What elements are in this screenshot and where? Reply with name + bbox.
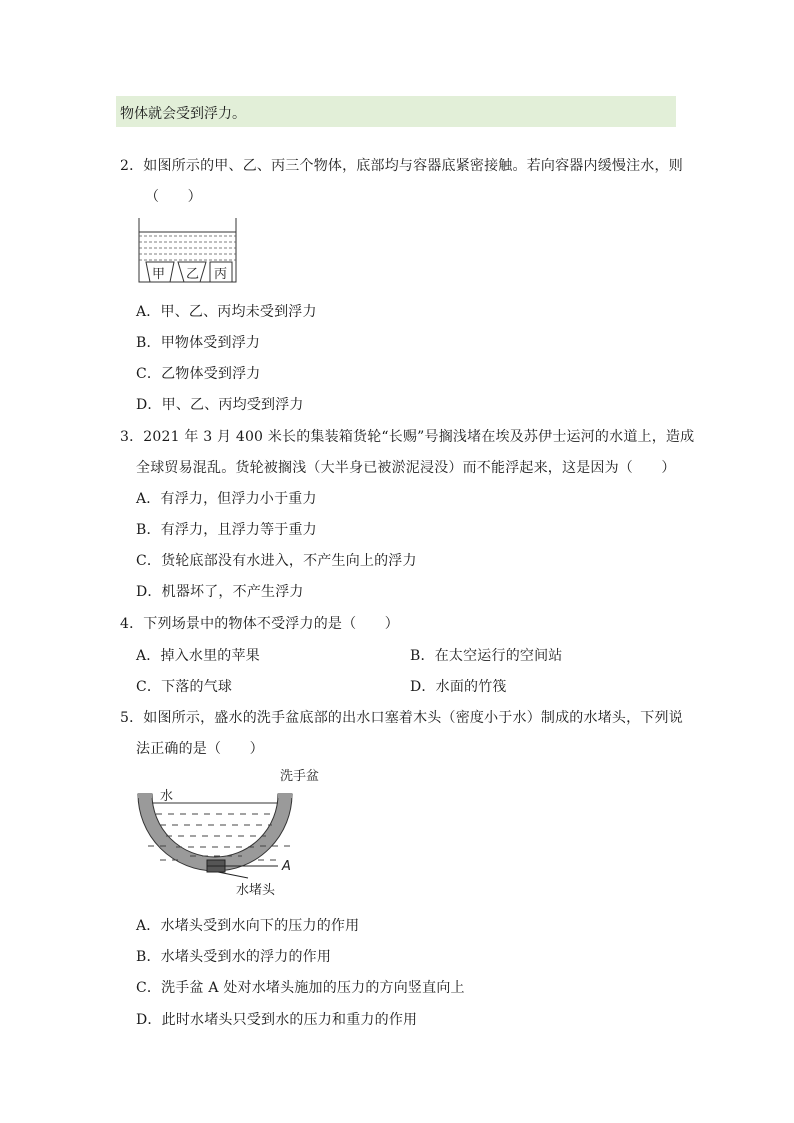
label-basin: 洗手盆 bbox=[280, 769, 320, 784]
label-bing: 丙 bbox=[214, 267, 228, 282]
label-plug: 水堵头 bbox=[236, 883, 276, 898]
q5-option-b: B．水堵头受到水的浮力的作用 bbox=[136, 949, 332, 965]
q3-option-a: A．有浮力，但浮力小于重力 bbox=[136, 491, 317, 507]
basin-wall bbox=[138, 794, 292, 871]
q5-option-d: D．此时水堵头只受到水的压力和重力的作用 bbox=[136, 1012, 418, 1028]
label-yi: 乙 bbox=[186, 267, 200, 282]
label-a: A bbox=[282, 859, 291, 874]
q5-stem-line1: 5．如图所示，盛水的洗手盆底部的出水口塞着木头（密度小于水）制成的水堵头，下列说 bbox=[120, 710, 683, 726]
q5-basin-figure bbox=[130, 762, 335, 902]
q2-option-c: C．乙物体受到浮力 bbox=[136, 366, 261, 382]
intro-text: 物体就会受到浮力。 bbox=[120, 106, 246, 122]
q2-container-figure bbox=[136, 214, 240, 286]
q5-option-a: A．水堵头受到水向下的压力的作用 bbox=[136, 918, 360, 934]
q3-option-c: C．货轮底部没有水进入，不产生向上的浮力 bbox=[136, 553, 417, 569]
q4-option-b: B．在太空运行的空间站 bbox=[410, 648, 563, 664]
highlighted-answer-note bbox=[116, 96, 676, 127]
q3-option-b: B．有浮力，且浮力等于重力 bbox=[136, 522, 317, 538]
q2-option-d: D．甲、乙、丙均受到浮力 bbox=[136, 397, 304, 413]
q4-stem: 4．下列场景中的物体不受浮力的是（ ） bbox=[120, 616, 399, 632]
q4-option-d: D．水面的竹筏 bbox=[410, 679, 507, 695]
label-jia: 甲 bbox=[152, 267, 166, 282]
q5-stem-line2: 法正确的是（ ） bbox=[136, 741, 264, 757]
q3-stem-line2: 全球贸易混乱。货轮被搁浅（大半身已被淤泥浸没）而不能浮起来，这是因为（ ） bbox=[136, 460, 676, 476]
q2-option-b: B．甲物体受到浮力 bbox=[136, 335, 261, 351]
q4-option-c: C．下落的气球 bbox=[136, 679, 233, 695]
q2-stem-line2: （ ） bbox=[145, 189, 202, 205]
q3-option-d: D．机器坏了，不产生浮力 bbox=[136, 584, 304, 600]
label-water: 水 bbox=[160, 789, 174, 804]
q2-stem-line1: 2．如图所示的甲、乙、丙三个物体，底部均与容器底紧密接触。若向容器内缓慢注水，则 bbox=[120, 158, 683, 174]
q4-option-a: A．掉入水里的苹果 bbox=[136, 648, 260, 664]
q3-stem-line1: 3．2021 年 3 月 400 米长的集装箱货轮“长赐”号搁浅堵在埃及苏伊士运河的水道上，造成 bbox=[120, 429, 695, 445]
q2-option-a: A．甲、乙、丙均未受到浮力 bbox=[136, 304, 317, 320]
q5-option-c: C．洗手盆 A 处对水堵头施加的压力的方向竖直向上 bbox=[136, 980, 465, 996]
